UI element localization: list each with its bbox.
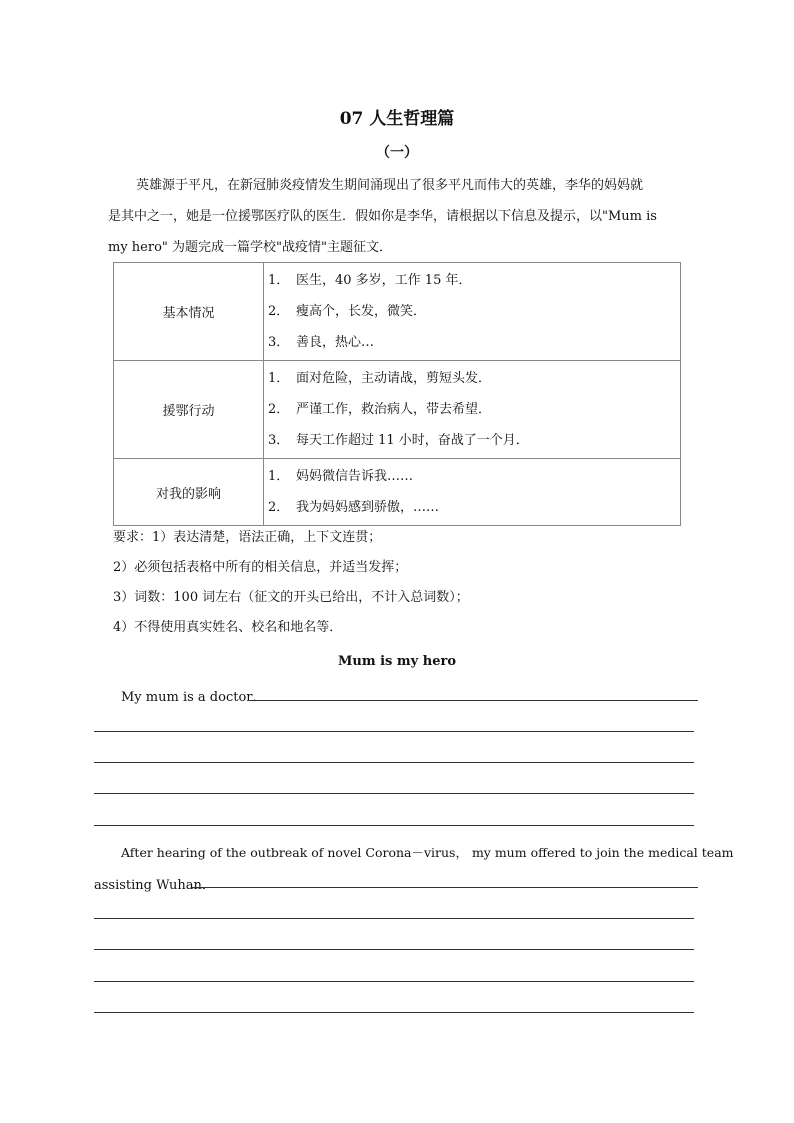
section-number: （一） — [376, 145, 418, 161]
essay-title: Mum is my hero — [338, 654, 456, 669]
row-items — [264, 361, 681, 459]
requirement-line: 4）不得使用真实姓名、校名和地名等． — [113, 620, 343, 635]
writing-line[interactable] — [94, 918, 694, 919]
intro-line: 英雄源于平凡，在新冠肺炎疫情发生期间涌现出了很多平凡而伟大的英雄，李华的妈妈就 — [136, 178, 644, 193]
page-title: 07 人生哲理篇 — [339, 109, 455, 129]
row-items — [264, 263, 681, 361]
intro-line: 是其中之一，她是一位援鄂医疗队的医生．假如你是李华，请根据以下信息及提示，以"Mum is — [108, 209, 657, 224]
essay-second-paragraph: After hearing of the outbreak of novel Corona－virus， my mum offered to join the medical team — [121, 845, 734, 860]
intro-line: my hero" 为题完成一篇学校"战疫情"主题征文． — [108, 240, 392, 255]
info-table — [113, 262, 681, 526]
writing-line[interactable] — [94, 731, 694, 732]
writing-line[interactable] — [94, 762, 694, 763]
list-item: 1． 妈妈微信告诉我…… — [268, 469, 414, 484]
requirement-line: 2）必须包括表格中所有的相关信息，并适当发挥； — [113, 560, 408, 575]
requirement-line: 要求：1）表达清楚，语法正确，上下文连贯； — [113, 530, 382, 545]
row-items — [264, 459, 681, 526]
writing-line[interactable] — [94, 949, 694, 950]
list-item: 2． 严谨工作，救治病人，带去希望． — [268, 402, 492, 417]
list-item: 1． 面对危险，主动请战，剪短头发． — [268, 371, 492, 386]
requirements — [113, 523, 469, 643]
list-item: 3． 善良，热心… — [268, 335, 375, 350]
list-item: 1． 医生，40 多岁，工作 15 年． — [268, 273, 472, 288]
writing-line[interactable] — [192, 887, 698, 888]
table-row — [114, 263, 681, 361]
writing-line[interactable] — [94, 793, 694, 794]
intro-paragraph — [108, 170, 698, 263]
table-row — [114, 459, 681, 526]
row-category: 对我的影响 — [114, 459, 264, 526]
essay-opening: My mum is a doctor． — [121, 690, 266, 705]
essay-second-paragraph-cont: assisting Wuhan． — [94, 878, 215, 893]
list-item: 3． 每天工作超过 11 小时，奋战了一个月． — [268, 433, 529, 448]
row-category: 援鄂行动 — [114, 361, 264, 459]
list-item: 2． 我为妈妈感到骄傲，…… — [268, 500, 440, 515]
table-row — [114, 361, 681, 459]
row-category: 基本情况 — [114, 263, 264, 361]
writing-line[interactable] — [94, 981, 694, 982]
requirement-line: 3）词数：100 词左右（征文的开头已给出，不计入总词数）； — [113, 590, 469, 605]
writing-line[interactable] — [248, 700, 698, 701]
writing-line[interactable] — [94, 1012, 694, 1013]
list-item: 2． 瘦高个，长发，微笑． — [268, 304, 427, 319]
writing-line[interactable] — [94, 825, 694, 826]
